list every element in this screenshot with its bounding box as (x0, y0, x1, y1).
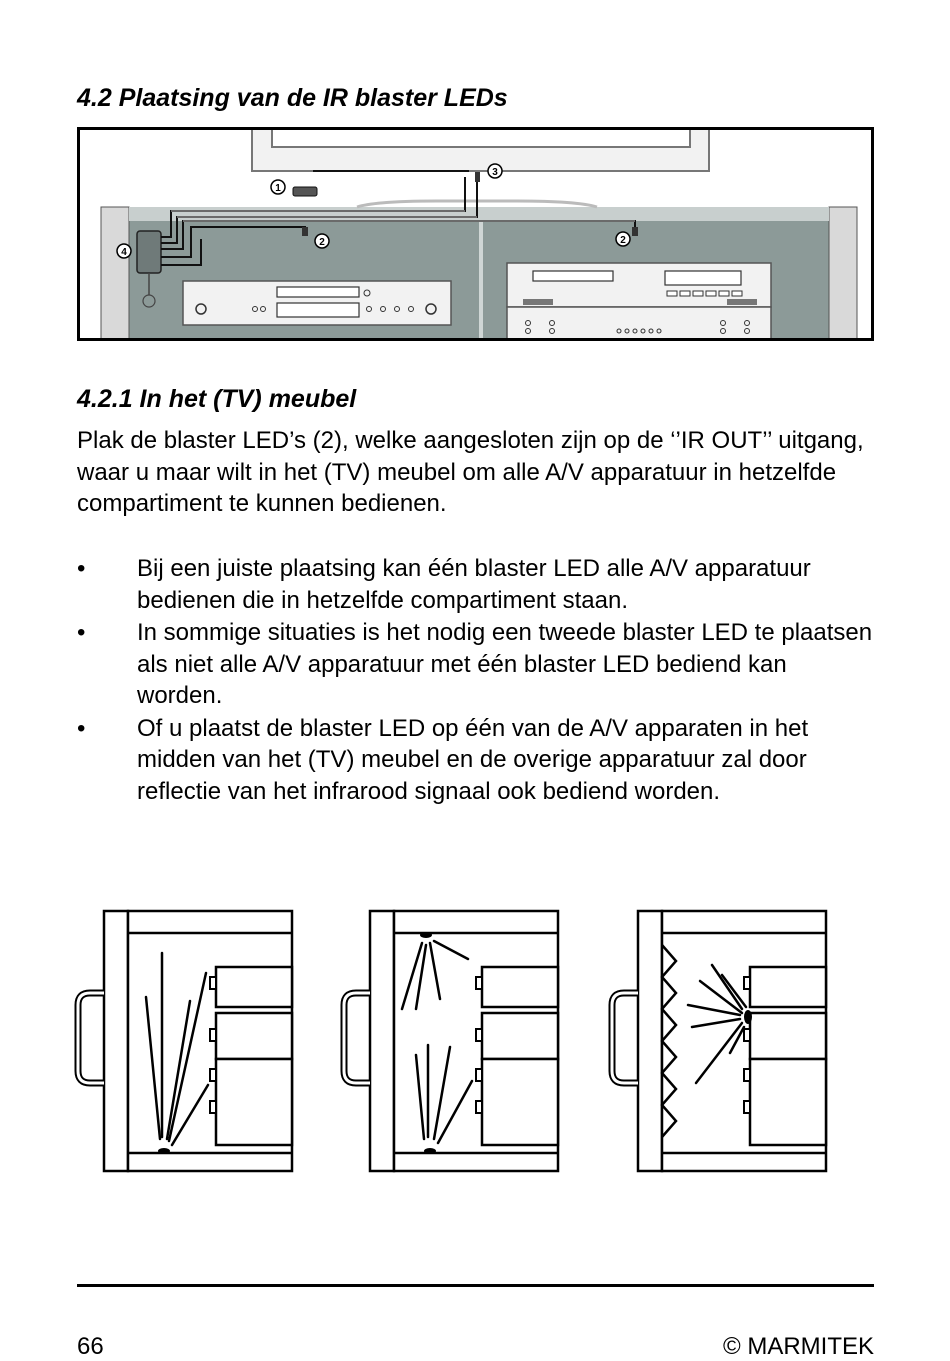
example-floor-placement (78, 911, 292, 1171)
list-item: • Bij een juiste plaatsing kan één blaster LED alle A/V apparatuur bedienen die in hetzelfde compartiment staan. (77, 555, 811, 614)
list-item: • In sommige situaties is het nodig een tweede blaster LED te plaatsen als niet alle A/V apparatuur met één blaster LED bediend kan worden. (77, 619, 873, 709)
svg-text:1: 1 (275, 183, 281, 194)
av-device-right-bottom (507, 307, 771, 339)
ir-hub (137, 231, 161, 273)
svg-text:3: 3 (492, 167, 498, 178)
placement-examples-illustration (72, 905, 832, 1177)
bullet-icon: • (77, 619, 86, 646)
example-reflection-placement (612, 911, 826, 1171)
svg-text:2: 2 (620, 235, 626, 246)
bullet-icon: • (77, 714, 86, 742)
tv-cabinet-illustration (77, 127, 874, 341)
subsection-heading: 4.2.1 In het (TV) meubel (77, 385, 357, 413)
bullet-icon: • (77, 555, 86, 582)
example-ceiling-placement (344, 911, 558, 1171)
blaster-led-tv (293, 187, 317, 196)
footer-divider (77, 1284, 874, 1287)
page-number: 66 (77, 1333, 104, 1360)
blaster-led-left (302, 227, 308, 236)
svg-text:4: 4 (121, 247, 127, 258)
section-heading: 4.2 Plaatsing van de IR blaster LEDs (77, 84, 508, 112)
blaster-led-right (632, 227, 638, 236)
intro-paragraph: Plak de blaster LED’s (2), welke aangesloten zijn op de ‘’IR OUT’’ uitgang, waar u maar wilt in het (TV) meubel om alle A/V apparatuur in hetzelfde compartiment te kunnen bedienen. (77, 427, 864, 517)
svg-text:2: 2 (319, 237, 325, 248)
list-item: • Of u plaatst de blaster LED op één van de A/V apparaten in het midden van het (TV) meubel en de overige apparatuur zal door reflectie van het infrarood signaal ook bediend worden. (77, 714, 809, 805)
ir-receiver-3 (475, 172, 480, 182)
bullet-list (77, 553, 877, 808)
copyright-notice: © MARMITEK (722, 1333, 874, 1360)
